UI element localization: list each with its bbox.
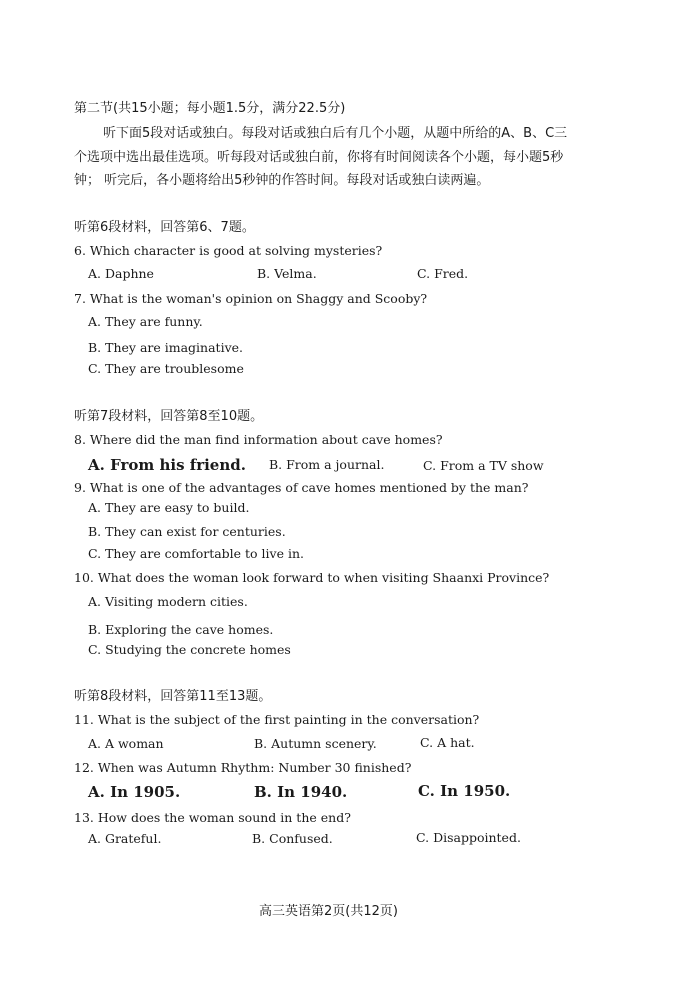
section-title: 第二节(共15小题；每小题1.5分，满分22.5分) — [74, 101, 346, 116]
option-a: A. Visiting modern cities. — [88, 594, 248, 609]
question-stem: 12. When was Autumn Rhythm: Number 30 finished? — [74, 760, 412, 775]
option-c: C. Disappointed. — [416, 830, 521, 845]
option-b: B. Exploring the cave homes. — [88, 622, 274, 637]
option-c: C. Fred. — [417, 266, 469, 281]
option-a: A. In 1905. — [88, 783, 181, 801]
question-stem: 7. What is the woman's opinion on Shaggy and Scooby? — [74, 291, 428, 306]
option-c: C. From a TV show — [423, 458, 544, 473]
option-c: C. In 1950. — [418, 782, 511, 800]
option-a: A. From his friend. — [88, 456, 246, 474]
instruction-line-1: 听下面5段对话或独白。每段对话或独白后有几个小题，从题中所给的A、B、C三 — [103, 126, 568, 141]
option-a: A. Grateful. — [88, 831, 162, 846]
question-stem: 9. What is one of the advantages of cave homes mentioned by the man? — [74, 480, 529, 495]
option-b: B. From a journal. — [269, 457, 385, 472]
option-c: C. They are troublesome — [88, 361, 244, 376]
option-b: B. They are imaginative. — [88, 340, 244, 355]
question-stem: 13. How does the woman sound in the end? — [74, 810, 351, 825]
instruction-line-3: 钟； 听完后，各小题将给出5秒钟的作答时间。每段对话或独白读两遍。 — [74, 173, 490, 188]
group-header: 听第8段材料，回答第11至13题。 — [74, 689, 272, 704]
group-header: 听第7段材料，回答第8至10题。 — [74, 409, 264, 424]
option-a: A. A woman — [88, 736, 164, 751]
option-b: B. Velma. — [257, 266, 317, 281]
page-footer: 高三英语第2页(共12页) — [259, 904, 398, 919]
instruction-line-2: 个选项中选出最佳选项。听每段对话或独白前，你将有时间阅读各个小题，每小题5秒 — [74, 150, 564, 165]
option-c: C. They are comfortable to live in. — [88, 546, 305, 561]
option-b: B. They can exist for centuries. — [88, 524, 286, 539]
option-a: A. They are easy to build. — [88, 500, 250, 515]
question-stem: 11. What is the subject of the first painting in the conversation? — [74, 712, 480, 727]
question-stem: 8. Where did the man find information about cave homes? — [74, 432, 443, 447]
option-b: B. Autumn scenery. — [254, 736, 377, 751]
option-c: C. Studying the concrete homes — [88, 642, 291, 657]
question-stem: 6. Which character is good at solving mysteries? — [74, 243, 383, 258]
option-b: B. Confused. — [252, 831, 333, 846]
question-stem: 10. What does the woman look forward to when visiting Shaanxi Province? — [74, 570, 550, 585]
option-c: C. A hat. — [420, 735, 475, 750]
option-a: A. Daphne — [88, 266, 154, 281]
option-a: A. They are funny. — [88, 314, 203, 329]
group-header: 听第6段材料，回答第6、7题。 — [74, 220, 255, 235]
option-b: B. In 1940. — [254, 783, 348, 801]
